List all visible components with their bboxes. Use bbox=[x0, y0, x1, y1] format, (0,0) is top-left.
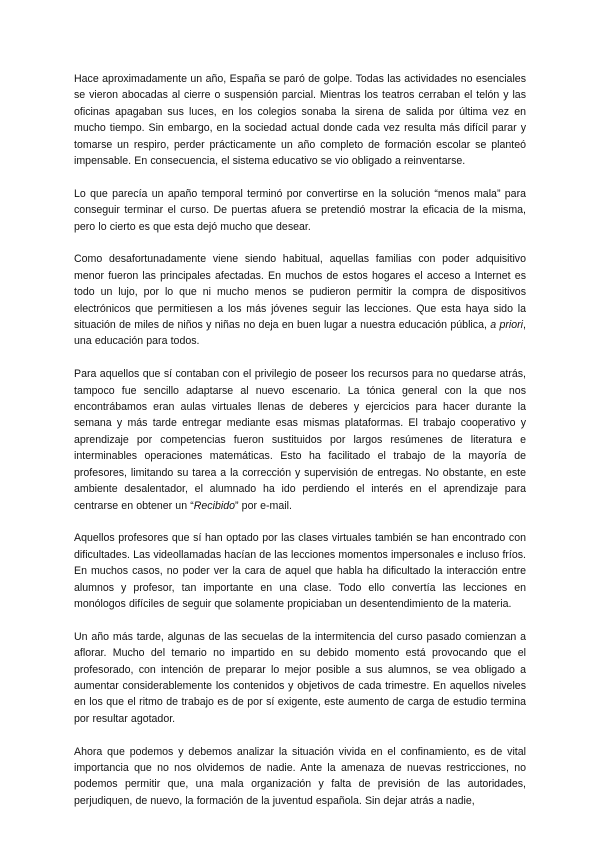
italic-text: Recibido bbox=[193, 499, 235, 512]
document-body bbox=[74, 71, 526, 809]
paragraph-text: Hace aproximadamente un año, España se paró de golpe. Todas las actividades no esenciales se vieron abocadas al cierre o suspensión parcial. Mientras los teatros cerraban el telón y las oficinas apagaban sus luces, en los colegios sonaba la sirena de salida por última vez en mucho tiempo. Sin embargo, en la sociedad actual donde cada vez resulta más difícil parar y tomarse un respiro, perder prácticamente un año completo de formación escolar se planteó impensable. En consecuencia, el sistema educativo se vio obligado a reinventarse. bbox=[74, 73, 526, 168]
paragraph-3 bbox=[74, 251, 526, 349]
paragraph-5 bbox=[74, 530, 526, 612]
paragraph-text: ” por e-mail. bbox=[235, 499, 292, 512]
paragraph-4 bbox=[74, 366, 526, 514]
italic-text: a priori bbox=[490, 319, 524, 332]
paragraph-2 bbox=[74, 186, 526, 235]
paragraph-7 bbox=[74, 744, 526, 810]
paragraph-text: Ahora que podemos y debemos analizar la situación vivida en el confinamiento, es de vital importancia que no nos olvidemos de nadie. Ante la amenaza de nuevas restricciones, no podemos permitir que, una mala organización y falta de previsión de las autoridades, perjudiquen, de nuevo, la formación de la juventud española. Sin dejar atrás a nadie, bbox=[74, 745, 526, 807]
paragraph-text: Un año más tarde, algunas de las secuelas de la intermitencia del curso pasado comienzan a aflorar. Mucho del temario no impartido en su debido momento está provocando que el profesorado, con intención de preparar lo mejor posible a sus alumnos, se vea obligado a aumentar considerablemente los contenidos y objetivos de cada trimestre. En aquellos niveles en los que el ritmo de trabajo es de por sí exigente, este aumento de carga de estudio termina por resultar agotador. bbox=[74, 630, 526, 725]
paragraph-6 bbox=[74, 629, 526, 727]
paragraph-text: Lo que parecía un apaño temporal terminó por convertirse en la solución “menos mala” para conseguir terminar el curso. De puertas afuera se pretendió mostrar la eficacia de la misma, pero lo cierto es que esta dejó mucho que desear. bbox=[74, 187, 526, 233]
paragraph-text: , una educación para todos. bbox=[74, 319, 526, 348]
paragraph-text: Para aquellos que sí contaban con el privilegio de poseer los recursos para no quedarse atrás, tampoco fue sencillo adaptarse al nuevo escenario. La tónica general con la que nos encontrábamos eran aulas virtuales llenas de deberes y ejercicios para hacer durante la semana y más tarde entregar mediante esas mismas plataformas. El trabajo cooperativo y aprendizaje por competencias fueron sustituidos por largos resúmenes de literatura e interminables operaciones matemáticas. Esto ha facilitado el trabajo de la mayoría de profesores, limitando su tarea a la corrección y supervisión de entregas. No obstante, en este ambiente desalentador, el alumnado ha ido perdiendo el interés en el aprendizaje para centrarse en obtener un “ bbox=[74, 368, 526, 512]
paragraph-1 bbox=[74, 71, 526, 169]
paragraph-text: Como desafortunadamente viene siendo habitual, aquellas familias con poder adquisitivo menor fueron las principales afectadas. En muchos de estos hogares el acceso a Internet es todo un lujo, por lo que ni mucho menos se pudieron permitir la compra de dispositivos electrónicos que permitiesen a los más jóvenes seguir las lecciones. Que esta haya sido la situación de miles de niños y niñas no deja en buen lugar a nuestra educación pública, bbox=[74, 253, 526, 332]
paragraph-text: Aquellos profesores que sí han optado por las clases virtuales también se han encontrado con dificultades. Las videollamadas hacían de las lecciones momentos impersonales e incluso fríos. En muchos casos, no poder ver la cara de aquel que habla ha dificultado la interacción entre alumnos y profesor, tan importante en una clase. Todo ello convertía las lecciones en monólogos difíciles de seguir que solamente propiciaban un desentendimiento de la materia. bbox=[74, 532, 526, 610]
